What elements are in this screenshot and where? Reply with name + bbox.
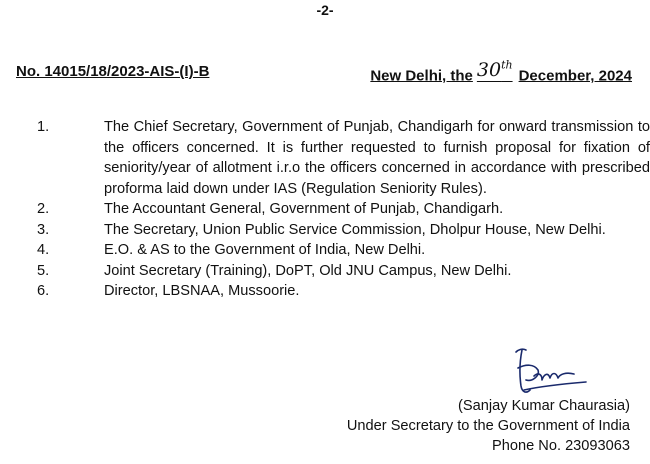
item-text: The Accountant General, Government of Punjab, Chandigarh.: [104, 201, 504, 217]
item-text: E.O. & AS to the Government of India, New Delhi.: [104, 242, 426, 258]
list-item: [0, 240, 650, 261]
month-year: December, 2024: [518, 67, 632, 85]
signatory-name: (Sanjay Kumar Chaurasia): [458, 398, 630, 414]
signatory-phone: Phone No. 23093063: [492, 438, 630, 454]
item-number: 6.: [37, 283, 50, 299]
item-text: The Secretary, Union Public Service Commission, Dholpur House, New Delhi.: [104, 221, 606, 238]
place-prefix: New Delhi, the: [370, 67, 473, 85]
signatory-block: [347, 396, 630, 456]
signature-icon: [512, 346, 592, 398]
list-item: [0, 281, 650, 302]
item-text: The Chief Secretary, Government of Punjab, Chandigarh for onward transmission to the officers concerned. It is further requested to furnish proposal for fixation of seniority/year of allotment i.r.o the officers concerned in accordance with prescribed proforma laid down under IAS (Regulation Seniority Rules).: [104, 119, 650, 197]
item-text: Director, LBSNAA, Mussoorie.: [104, 283, 300, 299]
reference-line: [16, 59, 632, 85]
item-text: Joint Secretary (Training), DoPT, Old JNU Campus, New Delhi.: [104, 262, 512, 279]
item-number: 1.: [37, 119, 50, 135]
place-date: [370, 59, 632, 85]
page-number: -2-: [316, 2, 334, 18]
signatory-designation: Under Secretary to the Government of India: [346, 418, 630, 434]
list-item: [0, 117, 650, 199]
item-number: 3.: [37, 221, 50, 238]
item-number: 4.: [37, 242, 50, 258]
file-number: No. 14015/18/2023-AIS-(I)-B: [16, 63, 210, 80]
list-item: [0, 220, 650, 241]
list-item: [0, 199, 650, 220]
copy-to-list: [0, 117, 650, 302]
list-item: [0, 261, 650, 282]
item-number: 2.: [37, 201, 50, 217]
handwritten-day: 30th: [476, 59, 513, 82]
item-number: 5.: [37, 262, 50, 279]
